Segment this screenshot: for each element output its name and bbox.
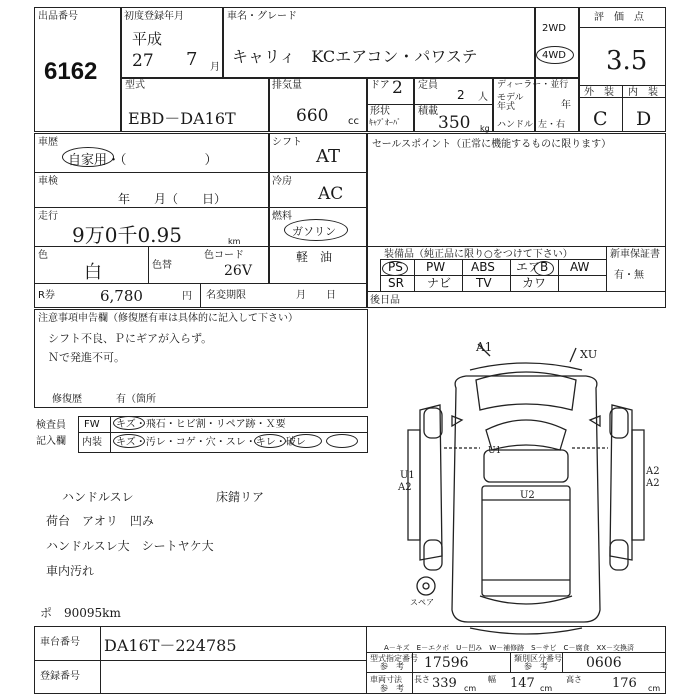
color-value: 白 xyxy=(84,262,102,283)
model-grade-value: キャリィ KCエアコン・パワステ xyxy=(232,47,478,66)
repair-value: 有（箇所 xyxy=(116,394,156,405)
inspection-label: 車検 xyxy=(38,176,58,187)
inspector-entry: 記入欄 xyxy=(36,436,66,447)
mark-cabin: U1 xyxy=(488,446,502,456)
displacement-label: 排気量 xyxy=(272,80,302,91)
spec-no-value: 17596 xyxy=(424,655,469,671)
height-unit: cm xyxy=(648,684,661,693)
spare-label: スペア xyxy=(410,598,434,607)
interior-row-label: 内装 xyxy=(82,437,102,448)
width-unit: cm xyxy=(540,684,553,693)
width-name: 幅 xyxy=(488,675,496,684)
equip-navi: ナビ xyxy=(427,276,452,290)
fw-items: キズ・飛石・ヒビ割・リペア跡・Ｘ要 xyxy=(116,419,286,430)
inspector-label: 検査員 xyxy=(36,420,66,431)
equip-tv: TV xyxy=(476,276,492,290)
deadline-fields: 月 日 xyxy=(296,290,336,301)
shape-label: 形状 xyxy=(370,106,390,117)
fuel-options: 軽 油 xyxy=(296,250,333,264)
equip-airbag: エアB xyxy=(516,260,549,274)
mark-left-lower: A2 xyxy=(398,482,412,493)
doors-label: ドア xyxy=(370,80,390,91)
equip-aw: AW xyxy=(570,260,590,274)
equipment-label: 装備品（純正品に限り○をつけて下さい） xyxy=(384,249,573,260)
exterior-grade: C xyxy=(593,108,608,130)
chassis-label: 車台番号 xyxy=(40,637,80,648)
color-code-label: 色コード xyxy=(204,250,244,261)
shape-value: ｷｬﾌﾞｵｰﾊﾞ xyxy=(369,118,401,127)
fuel-label: 燃料 xyxy=(272,211,292,222)
length-label: 車両寸法 xyxy=(370,675,402,684)
history-value: 自家用・（ ） xyxy=(68,153,218,168)
sales-points-label: セールスポイント（正常に機能するものに限ります） xyxy=(372,139,612,150)
legend-text: A－キズ E－エクボ U－凹み W－補修跡 S－サビ C－腐食 XX－交換済 xyxy=(384,644,635,652)
remark-right: 床錆リア xyxy=(216,490,265,504)
model-year-unit: 年 xyxy=(561,100,571,111)
remark-2: 荷台 アオリ 凹み xyxy=(46,514,154,528)
length-unit: cm xyxy=(464,684,477,693)
class-label: 類別区分番号 xyxy=(514,654,562,663)
repair-label: 修復歴 xyxy=(52,394,82,405)
length-name: 長さ xyxy=(414,675,430,684)
post-items-label: 後日品 xyxy=(370,295,400,306)
class-value: 0606 xyxy=(586,655,622,671)
length-value: 339 xyxy=(432,676,457,691)
deadline-label: 名変期限 xyxy=(206,290,246,301)
color-code-value: 26V xyxy=(224,263,252,279)
equip-ps: PS xyxy=(388,260,403,274)
inspection-fields: 年 月（ 日） xyxy=(118,192,227,206)
warranty-options: 有・無 xyxy=(614,270,644,281)
color-change-label: 色替 xyxy=(152,260,172,271)
mileage-value: 9万0千0.95 xyxy=(72,223,182,247)
shift-value: AT xyxy=(316,146,341,167)
height-name: 高さ xyxy=(566,675,582,684)
cooling-label: 冷房 xyxy=(272,176,292,187)
drive-2wd: 2WD xyxy=(542,23,566,34)
equip-leather: カワ xyxy=(522,276,547,290)
capacity-label: 定員 xyxy=(418,80,438,91)
equip-abs: ABS xyxy=(471,260,495,274)
remark-4: 車内汚れ xyxy=(46,564,95,578)
mileage-unit: km xyxy=(228,237,241,246)
interior-items: キズ・汚レ・コゲ・穴・スレ・キレ・破レ xyxy=(116,437,306,448)
equip-pw: PW xyxy=(426,260,446,274)
load-label: 積載 xyxy=(418,106,438,117)
model-year-label: モデル年式 xyxy=(497,93,524,112)
recycle-amount: 6,780 xyxy=(100,287,143,305)
lot-label: 出品番号 xyxy=(38,11,78,22)
mark-right-upper: A2 xyxy=(646,466,660,477)
displacement-value: 660 xyxy=(296,106,329,126)
load-unit: kg xyxy=(480,124,490,133)
rating-label: 評 価 点 xyxy=(594,12,644,23)
load-value: 350 xyxy=(438,113,471,133)
interior-grade: D xyxy=(636,108,652,130)
year-value: 27 xyxy=(132,51,154,71)
capacity-value: 2 xyxy=(457,88,465,102)
interior-label: 内 装 xyxy=(628,87,658,98)
model-grade-label: 車名・グレード xyxy=(227,11,297,22)
handle-label: ハンドル xyxy=(497,120,534,130)
mark-bed: U2 xyxy=(520,490,535,501)
drive-4wd: 4WD xyxy=(542,50,566,61)
recycle-label: R券 xyxy=(38,290,55,301)
history-label: 車歴 xyxy=(38,137,58,148)
fuel-value: ガソリン xyxy=(292,225,336,238)
fw-label: FW xyxy=(84,419,100,430)
chassis-value: DA16T－224785 xyxy=(104,636,237,655)
mark-left-upper: U1 xyxy=(400,470,415,481)
mark-front-right: XU xyxy=(580,348,598,361)
mileage-label: 走行 xyxy=(38,211,58,222)
doors-value: 2 xyxy=(392,78,403,98)
mark-right-lower: A2 xyxy=(646,478,660,489)
type-value: EBD－DA16T xyxy=(128,109,236,128)
dealer-label: ディーラー・並行 xyxy=(497,80,569,90)
exterior-label: 外 装 xyxy=(584,87,614,98)
color-label: 色 xyxy=(38,250,48,261)
notes-label: 注意事項申告欄（修復歴有車は具体的に記入して下さい） xyxy=(38,313,298,324)
type-label: 型式 xyxy=(125,80,145,91)
note-line-1: シフト不良、Ｐにギアが入らず。 xyxy=(48,332,213,345)
remark-1: ハンドルスレ xyxy=(62,490,134,504)
spec-no-label: 型式指定番号 xyxy=(370,654,418,663)
length-ref: 参 考 xyxy=(380,684,404,693)
equip-sr: SR xyxy=(388,276,404,290)
shift-label: シフト xyxy=(272,137,302,148)
cooling-value: AC xyxy=(318,184,344,204)
yen-unit: 円 xyxy=(182,291,192,302)
note-line-2: Ｎで発進不可。 xyxy=(48,351,125,364)
height-value: 176 xyxy=(612,676,637,691)
width-value: 147 xyxy=(510,676,535,691)
month-unit: 月 xyxy=(210,62,220,73)
era-value: 平成 xyxy=(132,30,163,48)
rating-value: 3.5 xyxy=(606,46,648,76)
lot-number: 6162 xyxy=(44,58,98,85)
handle-options: 左・右 xyxy=(538,120,566,130)
class-ref: 参 考 xyxy=(524,662,548,671)
odometer-note: ポ 90095km xyxy=(40,606,121,620)
mark-front-left: A1 xyxy=(476,340,493,354)
capacity-unit: 人 xyxy=(478,92,488,103)
registration-label: 登録番号 xyxy=(40,671,80,682)
remark-3: ハンドルスレ大 シートヤケ大 xyxy=(46,539,214,553)
spec-no-ref: 参 考 xyxy=(380,662,404,671)
month-value: 7 xyxy=(186,49,198,70)
first-reg-label: 初度登録年月 xyxy=(124,11,184,22)
warranty-label: 新車保証書 xyxy=(610,249,660,260)
displacement-unit: cc xyxy=(348,116,359,127)
